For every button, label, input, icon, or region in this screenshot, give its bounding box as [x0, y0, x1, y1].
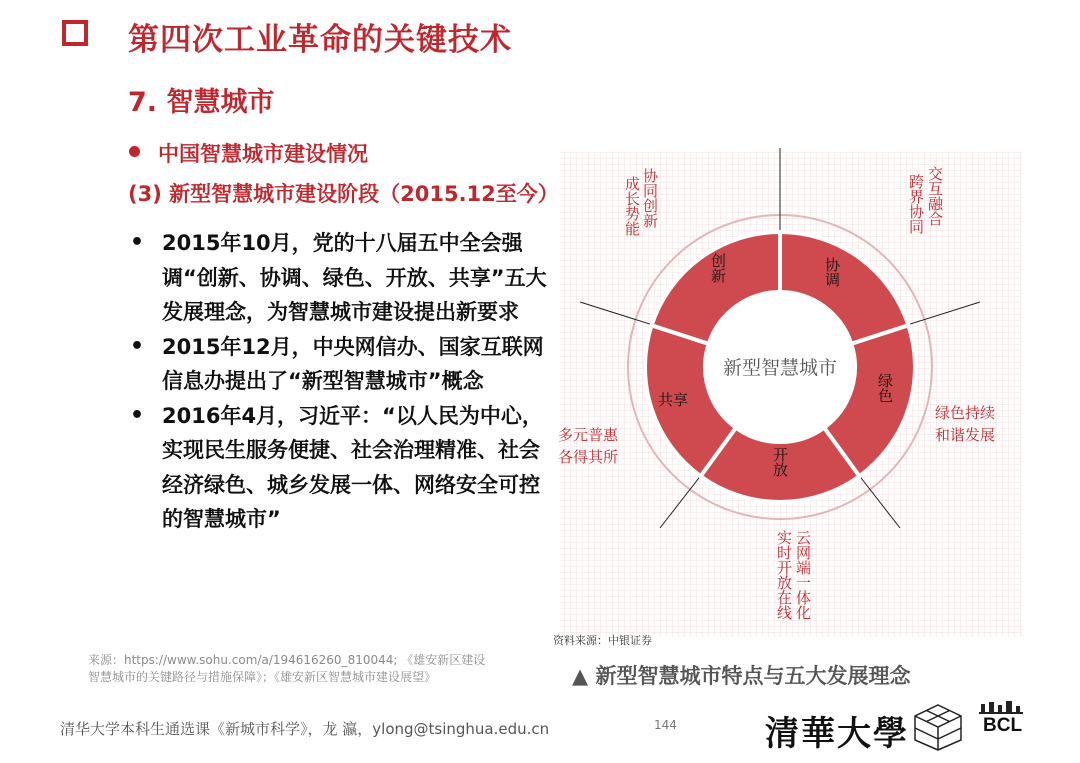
stage-heading: (3) 新型智慧城市建设阶段（2015.12至今）	[128, 182, 559, 206]
outer-label: 各得其所	[558, 448, 619, 466]
outer-label: 交互融合	[926, 166, 944, 226]
bullet-dot-icon	[129, 146, 140, 157]
diagram-source: 资料来源：中银证券	[553, 634, 652, 647]
bcl-logo-text: BCL	[983, 715, 1023, 736]
bullet-item: • 2016年4月，习近平：“以人民为中心，实现民生服务便捷、社会治理精准、社会经济绿色、城乡发展一体、网络安全可控的智慧城市”	[128, 399, 548, 537]
outer-label: 绿色持续	[935, 404, 996, 422]
cube-logo-icon	[912, 702, 964, 752]
segment-label: 开放	[771, 447, 789, 477]
source-note: 来源：https://www.sohu.com/a/194616260_810044; 《雄安新区建设智慧城市的关键路径与措施保障》；《雄安新区智慧城市建设展望》	[88, 653, 486, 684]
section-heading: 中国智慧城市建设情况	[158, 142, 368, 166]
outer-label: 和谐发展	[935, 426, 996, 444]
smart-city-diagram	[540, 140, 1030, 660]
page-number: 144	[654, 718, 677, 732]
footer-course: 清华大学本科生通选课《新城市科学》，龙 瀛，ylong@tsinghua.edu.cn	[60, 720, 550, 738]
slide-subtitle: 7. 智慧城市	[128, 87, 275, 118]
segment-label: 共享	[657, 391, 689, 409]
outer-label: 多元普惠	[558, 426, 619, 444]
title-checkbox-icon	[62, 20, 88, 46]
segment-label: 创新	[709, 253, 727, 283]
outer-label: 实时开放在线	[775, 530, 793, 620]
outer-label: 成长势能	[623, 176, 641, 236]
bullet-item: • 2015年12月，中央网信办、国家互联网信息办提出了“新型智慧城市”概念	[128, 330, 548, 399]
slide-title: 第四次工业革命的关键技术	[128, 22, 512, 58]
outer-label: 跨界协同	[907, 174, 925, 234]
outer-label: 云网端一体化	[794, 530, 812, 620]
diagram-caption: ▲ 新型智慧城市特点与五大发展理念	[572, 664, 911, 688]
segment-label: 绿色	[876, 373, 894, 403]
outer-label: 协同创新	[641, 168, 659, 228]
segment-label: 协调	[823, 257, 841, 287]
university-logo: 清華大學	[765, 714, 909, 754]
bullet-item: • 2015年10月，党的十八届五中全会强调“创新、协调、绿色、开放、共享”五大发展理念，为智慧城市建设提出新要求	[128, 226, 548, 330]
bullet-list	[128, 226, 548, 537]
center-label: 新型智慧城市	[722, 357, 838, 379]
